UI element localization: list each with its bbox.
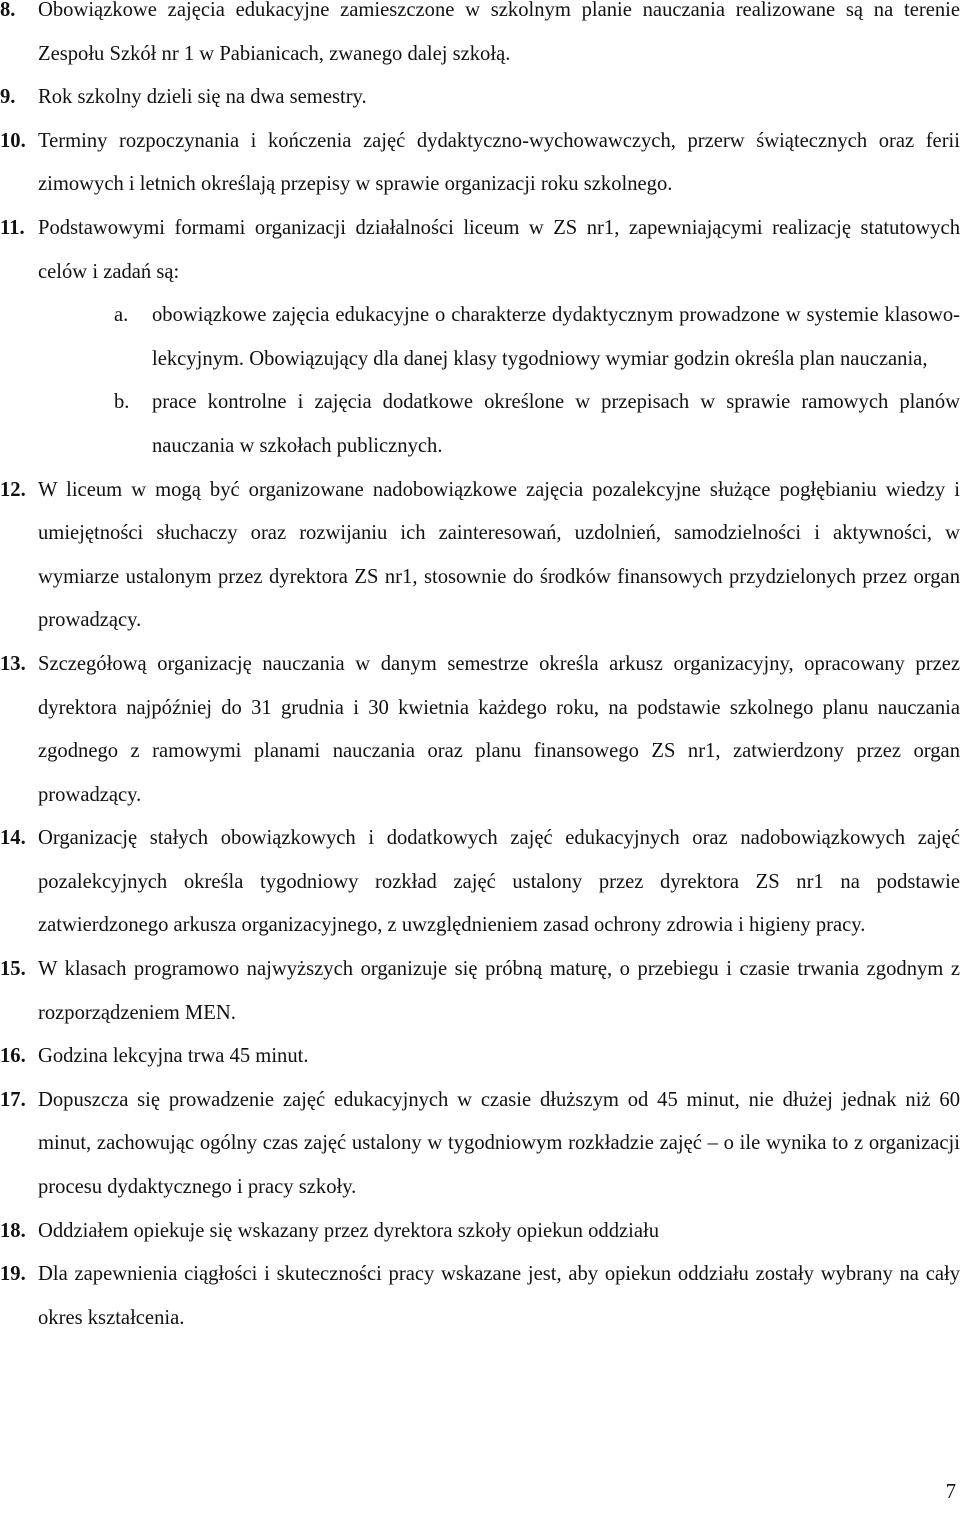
item-text: Godzina lekcyjna trwa 45 minut. (38, 1045, 309, 1068)
item-text: W klasach programowo najwyższych organizuje się próbną maturę, o przebiegu i czasie trwania zgodnym z rozporządzeniem MEN. (38, 958, 960, 1024)
sub-item-text: prace kontrolne i zajęcia dodatkowe określone w przepisach w sprawie ramowych planów nauczania w szkołach publicznych. (152, 391, 960, 457)
sub-list-item (0, 294, 960, 381)
item-number: 9. (0, 86, 16, 109)
list-item (0, 817, 960, 948)
page-number: 7 (945, 1481, 956, 1503)
item-number: 15. (0, 958, 26, 981)
list-item (0, 948, 960, 1035)
list-item (0, 1035, 960, 1079)
item-number: 12. (0, 478, 26, 501)
list-item (0, 643, 960, 817)
sub-list-item (0, 381, 960, 468)
list-item (0, 76, 960, 120)
item-text: Terminy rozpoczynania i kończenia zajęć dydaktyczno-wychowawczych, przerw świątecznych oraz ferii zimowych i letnich określają przepisy w sprawie organizacji roku szkolnego. (38, 129, 960, 196)
list-item (0, 0, 960, 76)
item-number: 8. (0, 0, 16, 21)
item-number: 17. (0, 1088, 26, 1111)
list-item (0, 120, 960, 207)
list-item (0, 1079, 960, 1210)
sub-item-letter: b. (114, 391, 130, 414)
item-text: Organizację stałych obowiązkowych i dodatkowych zajęć edukacyjnych oraz nadobowiązkowych zajęć pozalekcyjnych określa tygodniowy rozkład zajęć ustalony przez dyrektora ZS nr1 na podstawie zatwierdzonego arkusza organizacyjnego, z uwzględnieniem zasad ochrony zdrowia i higieny pracy. (38, 827, 960, 937)
sub-item-text: obowiązkowe zajęcia edukacyjne o charakterze dydaktycznym prowadzone w systemie klasowo-lekcyjnym. Obowiązujący dla danej klasy tygodniowy wymiar godzin określa plan nauczania, (152, 304, 960, 370)
item-text: Dopuszcza się prowadzenie zajęć edukacyjnych w czasie dłuższym od 45 minut, nie dłużej jednak niż 60 minut, zachowując ogólny czas zajęć ustalony w tygodniowym rozkładzie zajęć – o ile wynika to z organizacji procesu dydaktycznego i pracy szkoły. (38, 1088, 960, 1199)
item-number: 11. (0, 216, 25, 239)
item-text: Podstawowymi formami organizacji działalności liceum w ZS nr1, zapewniającymi realizację statutowych celów i zadań są: (38, 216, 960, 283)
item-text: W liceum w mogą być organizowane nadobowiązkowe zajęcia pozalekcyjne służące pogłębianiu wiedzy i umiejętności słuchaczy oraz rozwijaniu ich zainteresowań, uzdolnień, samodzielności i aktywności, w wymiarze ustalonym przez dyrektora ZS nr1, stosownie do środków finansowych przydzielonych przez organ prowadzący. (38, 478, 960, 632)
list-item (0, 1210, 960, 1254)
list-item (0, 469, 960, 643)
list-item (0, 207, 960, 294)
item-text: Szczegółową organizację nauczania w danym semestrze określa arkusz organizacyjny, opracowany przez dyrektora najpóźniej do 31 grudnia i 30 kwietnia każdego roku, na podstawie szkolnego planu nauczania zgodnego z ramowymi planami nauczania oraz planu finansowego ZS nr1, zatwierdzony przez organ prowadzący. (38, 652, 960, 806)
item-number: 14. (0, 827, 26, 850)
list-item (0, 1253, 960, 1340)
item-number: 10. (0, 129, 26, 152)
item-text: Oddziałem opiekuje się wskazany przez dyrektora szkoły opiekun oddziału (38, 1219, 660, 1242)
item-number: 16. (0, 1045, 26, 1068)
item-text: Rok szkolny dzieli się na dwa semestry. (38, 86, 367, 109)
item-number: 13. (0, 652, 26, 675)
item-number: 19. (0, 1263, 26, 1286)
item-text: Dla zapewnienia ciągłości i skuteczności pracy wskazane jest, aby opiekun oddziału zostały wybrany na cały okres kształcenia. (38, 1263, 960, 1329)
sub-item-letter: a. (114, 304, 129, 327)
item-number: 18. (0, 1219, 26, 1242)
item-text: Obowiązkowe zajęcia edukacyjne zamieszczone w szkolnym planie nauczania realizowane są na terenie Zespołu Szkół nr 1 w Pabianicach, zwanego dalej szkołą. (38, 0, 960, 65)
